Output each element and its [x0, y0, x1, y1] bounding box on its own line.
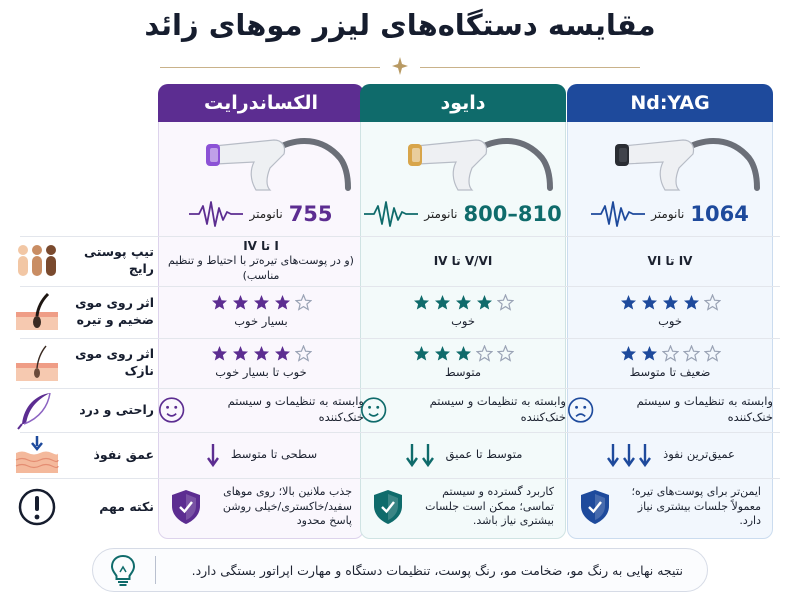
cell-fine_hair-ndyag	[567, 338, 773, 388]
smiley-face-icon	[360, 395, 387, 425]
star-rating	[413, 345, 514, 362]
skin-type-range: I تا IV	[243, 239, 279, 254]
star-empty-icon	[683, 345, 700, 362]
cell-thick_hair-alexandrite	[158, 286, 364, 338]
star-filled-icon	[641, 294, 658, 311]
star-filled-icon	[620, 294, 637, 311]
star-filled-icon	[232, 345, 249, 362]
row-header-label: عمق نفوذ	[93, 446, 154, 462]
cell-note-ndyag	[567, 478, 773, 536]
comfort-content	[158, 394, 364, 425]
laser-handpiece-image-ndyag	[567, 128, 773, 192]
star-empty-icon	[295, 345, 312, 362]
laser-handpiece-image-alexandrite	[158, 128, 364, 192]
skin-layers-arrow-icon	[14, 435, 60, 475]
star-filled-icon	[274, 294, 291, 311]
cell-thick_hair-diode	[360, 286, 566, 338]
star-filled-icon	[253, 294, 270, 311]
laser-handpiece-image-diode	[360, 128, 566, 192]
depth-arrow-icon	[404, 442, 436, 468]
star-empty-icon	[704, 294, 721, 311]
star-filled-icon	[274, 345, 291, 362]
wavelength-unit: نانومتر	[651, 207, 685, 221]
star-empty-icon	[662, 345, 679, 362]
wavelength-value: 755	[288, 202, 333, 226]
smiley-face-icon	[158, 395, 185, 425]
star-filled-icon	[476, 294, 493, 311]
star-filled-icon	[455, 345, 472, 362]
exclamation-icon	[14, 487, 60, 527]
cell-depth-alexandrite	[158, 432, 364, 478]
depth-content	[205, 442, 317, 468]
cell-comfort-diode	[360, 388, 566, 432]
cell-note-alexandrite	[158, 478, 364, 536]
footer-note	[92, 548, 708, 592]
cell-depth-ndyag	[567, 432, 773, 478]
rating-label: بسیار خوب	[234, 314, 288, 329]
comfort-content	[567, 394, 773, 425]
row-header-label: اثر روی موی نازک	[75, 346, 154, 378]
note-text: جذب ملانین بالا؛ روی موهای سفید/خاکستری/خیلی روشن پاسخ محدود	[222, 484, 352, 528]
cell-comfort-alexandrite	[158, 388, 364, 432]
rating-label: خوب	[658, 314, 682, 329]
rating-label: خوب تا بسیار خوب	[215, 365, 307, 380]
row-header-label: راحتی و درد	[79, 401, 154, 417]
waveform-icon	[364, 200, 418, 228]
comfort-content	[360, 394, 566, 425]
depth-text: عمیق‌ترین نفوذ	[663, 447, 735, 462]
star-filled-icon	[683, 294, 700, 311]
rating-label: ضعیف تا متوسط	[629, 365, 711, 380]
column-header-alexandrite: الکساندرایت	[158, 84, 364, 122]
star-rating	[620, 294, 721, 311]
skin-type-range: IV تا VI	[647, 253, 693, 268]
row-header-depth	[14, 432, 154, 478]
star-rating	[211, 294, 312, 311]
row-header-label: اثر روی موی ضخیم و تیره	[75, 295, 154, 327]
star-filled-icon	[434, 345, 451, 362]
star-filled-icon	[253, 345, 270, 362]
row-header-skin_type	[14, 236, 154, 286]
cell-skin_type-ndyag	[567, 236, 773, 286]
note-text: کاربرد گسترده و سیستم تماسی؛ ممکن است جلسات بیشتری نیاز باشد.	[425, 484, 554, 528]
column-header-diode: دایود	[360, 84, 566, 122]
title-divider-right	[420, 67, 640, 68]
cell-skin_type-alexandrite	[158, 236, 364, 286]
star-empty-icon	[295, 294, 312, 311]
cell-note-diode	[360, 478, 566, 536]
row-header-thick_hair	[14, 286, 154, 338]
row-header-note	[14, 478, 154, 536]
note-text: ایمن‌تر برای پوست‌های تیره؛ معمولاً جلسات بیشتری نیاز دارد.	[631, 484, 761, 528]
cell-fine_hair-diode	[360, 338, 566, 388]
cell-fine_hair-alexandrite	[158, 338, 364, 388]
waveform-icon	[591, 200, 645, 228]
star-filled-icon	[662, 294, 679, 311]
footer-separator	[155, 556, 156, 584]
note-content	[579, 485, 761, 530]
shield-check-icon	[579, 489, 611, 525]
rating-label: متوسط	[444, 365, 482, 380]
star-filled-icon	[455, 294, 472, 311]
depth-content	[404, 442, 523, 468]
depth-text: متوسط تا عمیق	[445, 447, 523, 462]
wavelength-ndyag	[567, 196, 773, 232]
star-filled-icon	[434, 294, 451, 311]
shield-check-icon	[170, 489, 202, 525]
page-title: مقایسه دستگاه‌های لیزر موهای زائد	[144, 8, 656, 42]
thick-hair-follicle-icon	[14, 292, 60, 332]
star-filled-icon	[413, 294, 430, 311]
star-rating	[413, 294, 514, 311]
star-empty-icon	[476, 345, 493, 362]
star-rating	[211, 345, 312, 362]
note-content	[372, 485, 554, 530]
star-filled-icon	[232, 294, 249, 311]
skin-tones-icon	[14, 241, 60, 281]
depth-content	[605, 442, 735, 468]
waveform-icon	[189, 200, 243, 228]
handpiece-diode-icon	[360, 128, 566, 192]
row-header-fine_hair	[14, 338, 154, 388]
star-empty-icon	[497, 345, 514, 362]
wavelength-unit: نانومتر	[249, 207, 283, 221]
note-content	[170, 485, 352, 530]
star-filled-icon	[620, 345, 637, 362]
comfort-text: وابسته به تنظیمات و سیستم خنک‌کننده	[429, 394, 566, 424]
star-filled-icon	[641, 345, 658, 362]
wavelength-unit: نانومتر	[424, 207, 458, 221]
fine-hair-follicle-icon	[14, 343, 60, 383]
comfort-text: وابسته به تنظیمات و سیستم خنک‌کننده	[636, 394, 773, 424]
handpiece-ndyag-icon	[567, 128, 773, 192]
wavelength-diode	[360, 196, 566, 232]
cell-skin_type-diode	[360, 236, 566, 286]
footer-text: نتیجه نهایی به رنگ مو، ضخامت مو، رنگ پوست، تنظیمات دستگاه و مهارت اپراتور بستگی دارد.	[191, 562, 683, 578]
star-filled-icon	[211, 294, 228, 311]
title-divider-left	[160, 67, 380, 68]
skin-type-range: V/VI تا IV	[433, 253, 493, 268]
row-header-comfort	[14, 388, 154, 432]
handpiece-alexandrite-icon	[158, 128, 364, 192]
cell-thick_hair-ndyag	[567, 286, 773, 338]
feather-icon	[14, 390, 60, 430]
cell-depth-diode	[360, 432, 566, 478]
depth-text: سطحی تا متوسط	[230, 447, 318, 462]
star-filled-icon	[211, 345, 228, 362]
sparkle-icon	[392, 57, 408, 75]
rating-label: خوب	[451, 314, 475, 329]
comfort-text: وابسته به تنظیمات و سیستم خنک‌کننده	[227, 394, 364, 424]
lightbulb-icon	[103, 550, 143, 590]
wavelength-value: 1064	[690, 202, 749, 226]
shield-check-icon	[372, 489, 404, 525]
wavelength-value: 800–810	[463, 202, 562, 226]
row-header-label: تیپ پوستی رایج	[84, 244, 154, 276]
column-header-ndyag: Nd:YAG	[567, 84, 773, 122]
star-rating	[620, 345, 721, 362]
star-empty-icon	[497, 294, 514, 311]
wavelength-alexandrite	[158, 196, 364, 232]
depth-arrow-icon	[205, 442, 221, 468]
star-filled-icon	[413, 345, 430, 362]
row-header-label: نکته مهم	[99, 498, 154, 514]
cell-comfort-ndyag	[567, 388, 773, 432]
star-empty-icon	[704, 345, 721, 362]
frowning-face-icon	[567, 395, 594, 425]
skin-type-note: (و در پوست‌های تیره‌تر با احتیاط و تنظیم مناسب)	[168, 254, 354, 283]
depth-arrow-icon	[605, 442, 653, 468]
